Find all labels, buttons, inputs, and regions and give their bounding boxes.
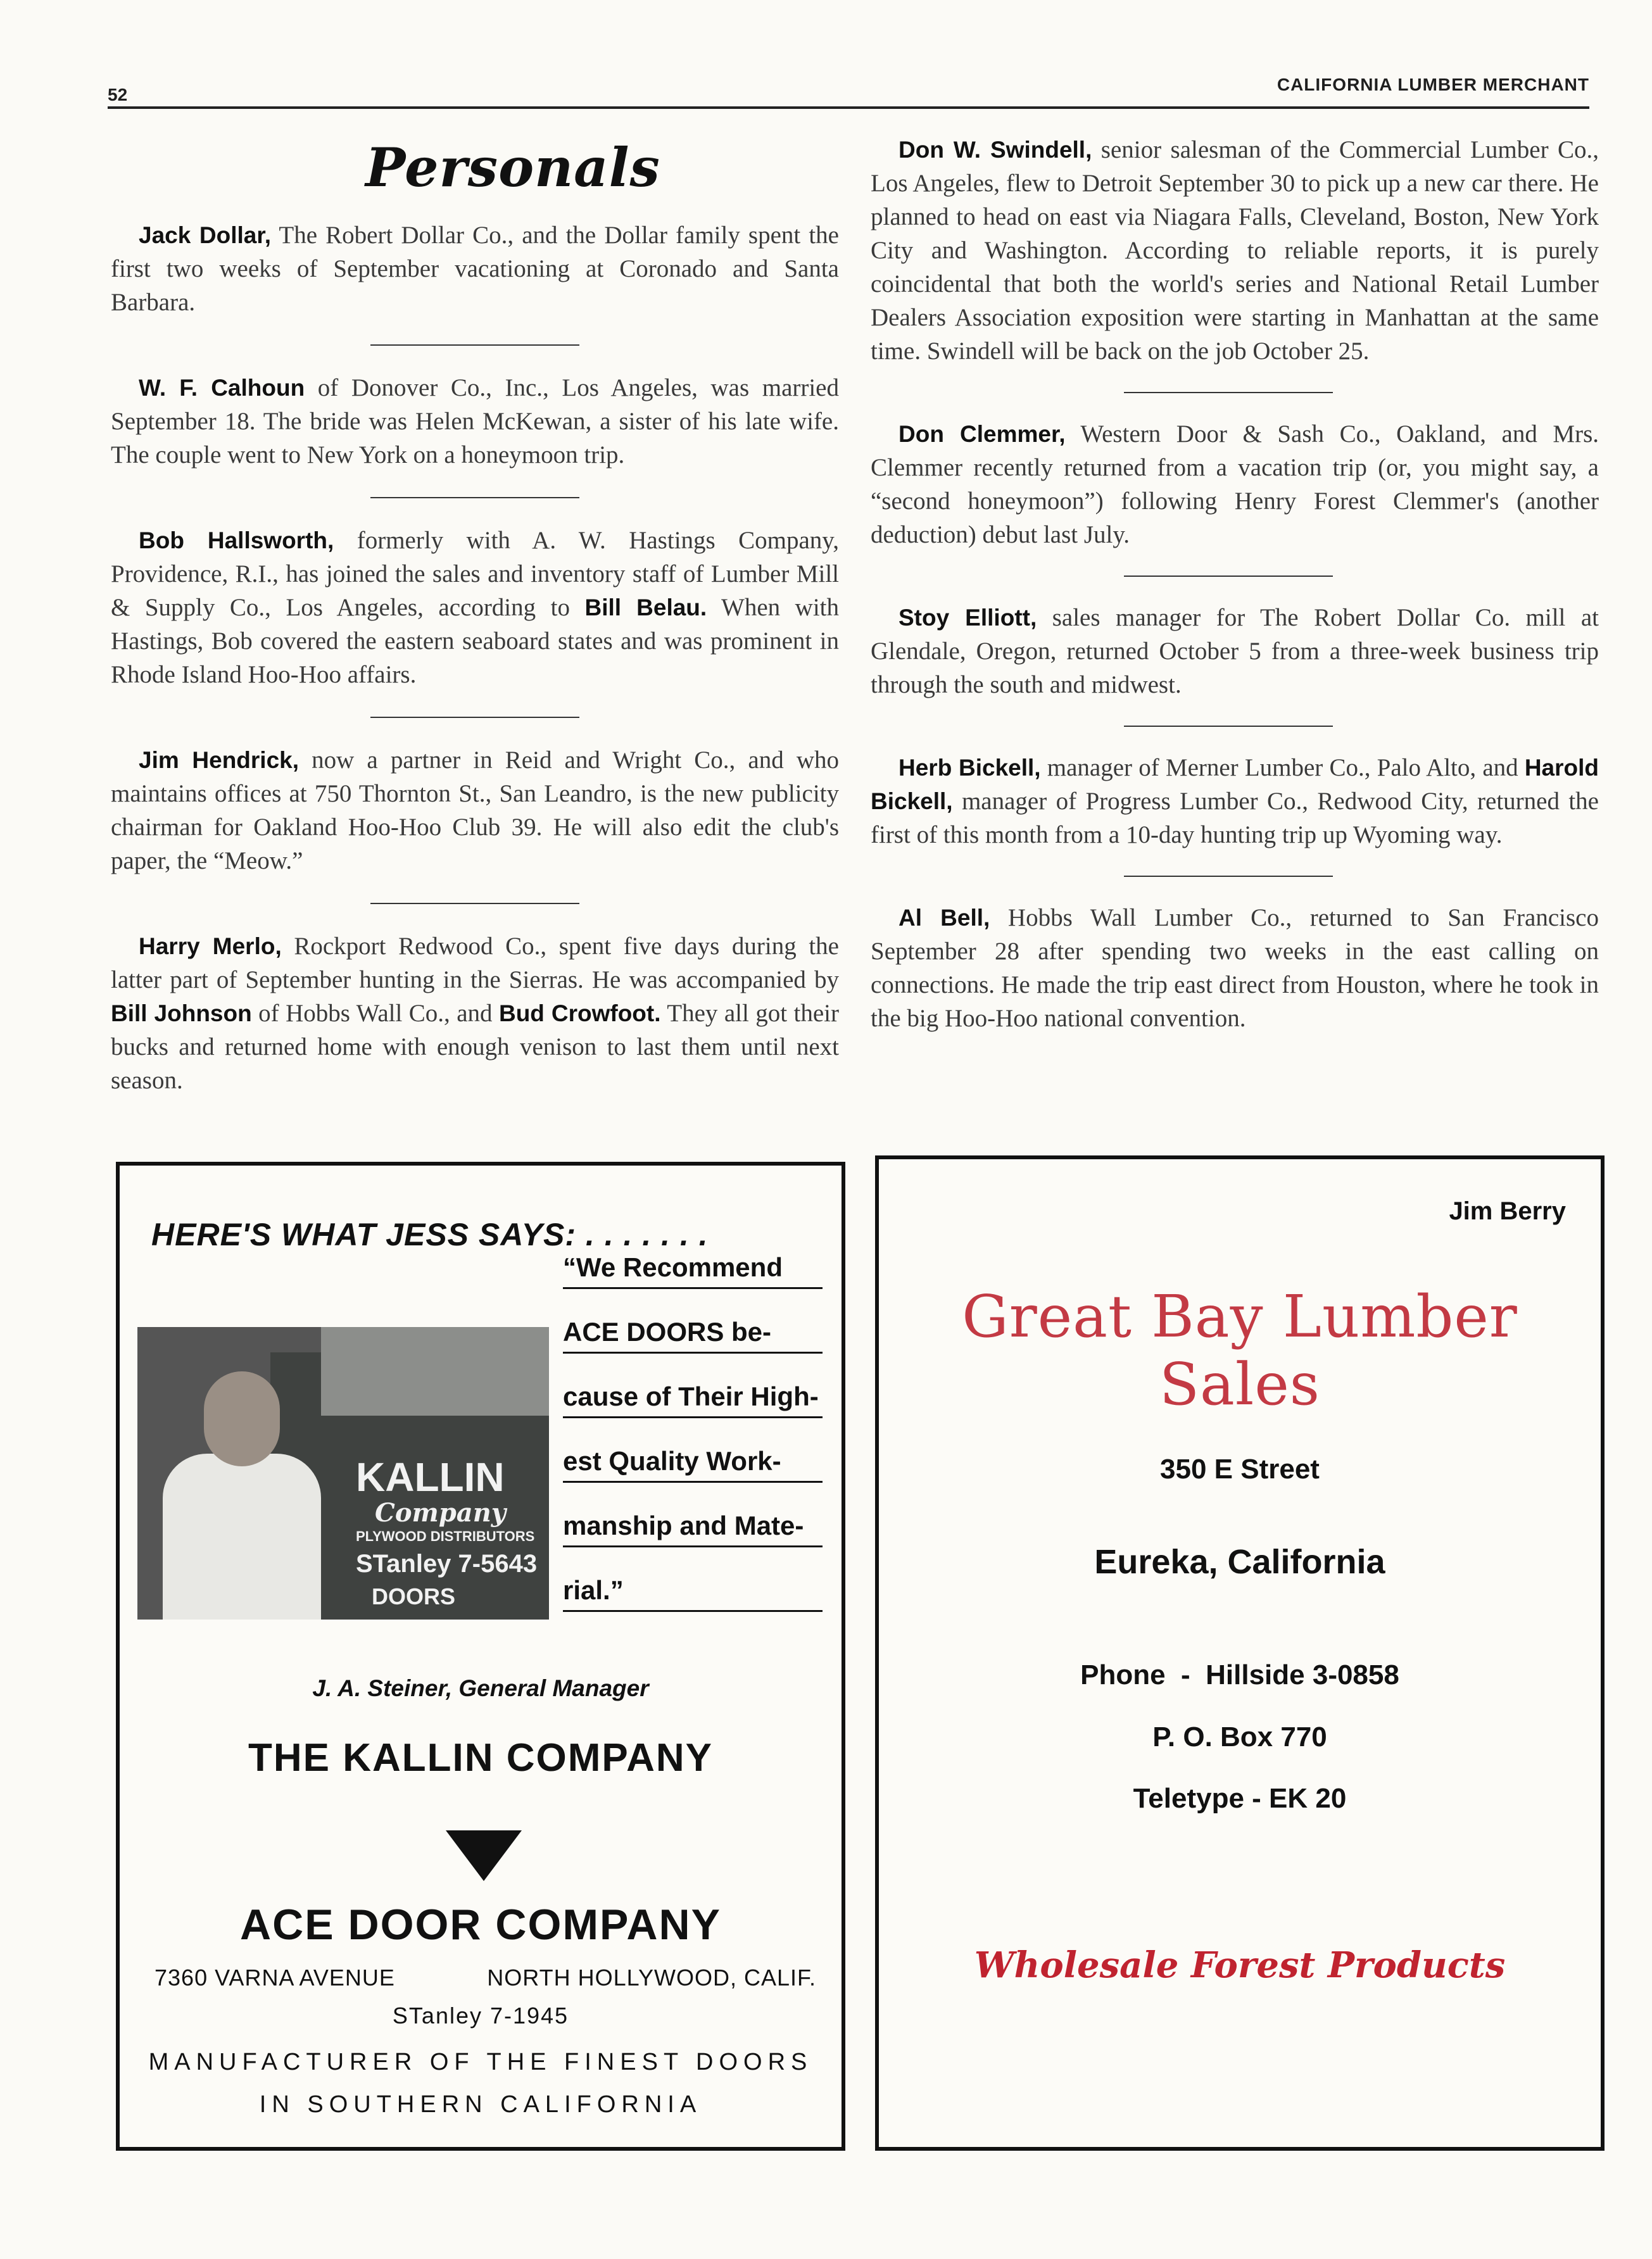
- personal-item: [111, 218, 839, 319]
- item-text: of Hobbs Wall Co., and: [251, 1000, 499, 1027]
- quote-line: manship and Mate-: [563, 1506, 823, 1547]
- personal-item: [111, 743, 839, 878]
- person-name: Bill Belau.: [584, 595, 707, 620]
- item-text: senior salesman of the Commercial Lumber Co., Los Angeles, flew to Detroit September 30 to pick up a new car there. He planned to head on east via Niagara Falls, Cleveland, Boston, New York City and Washington. According to reliable reports, it is purely coincidental that both the world's series and National Retail Lumber Dealers Association exposition were starting in Manhattan at the same time. Swindell will be back on the job October 25.: [871, 136, 1599, 365]
- divider: [370, 717, 579, 718]
- divider: [370, 344, 579, 346]
- divider: [1124, 392, 1333, 393]
- item-text: The Robert Dollar Co., and the Dollar family spent the first two weeks of September vacationing at Coronado and Santa Barbara.: [111, 222, 839, 316]
- person-name: Bud Crowfoot.: [498, 1000, 661, 1026]
- personal-item: [871, 901, 1599, 1035]
- truck-photo: [137, 1327, 549, 1620]
- city-address: NORTH HOLLYWOOD, CALIF.: [487, 1965, 816, 1991]
- personal-item: [871, 133, 1599, 368]
- divider: [370, 903, 579, 904]
- quote-line: rial.”: [563, 1571, 823, 1612]
- person-name: Don Clemmer,: [899, 421, 1066, 447]
- item-text: manager of Progress Lumber Co., Redwood City, returned the first of this month from a 10-day hunting trip up Wyoming way.: [871, 788, 1599, 848]
- great-bay-company-name: Great Bay Lumber Sales: [962, 1283, 1518, 1418]
- item-text: Western Door & Sash Co., Oakland, and Mrs. Clemmer recently returned from a vacation trip (or, you might say, a “second honeymoon”) following Henry Forest Clemmer's (another deduction) debut last July.: [871, 420, 1599, 548]
- quote-line: est Quality Work-: [563, 1442, 823, 1483]
- personal-item: [111, 371, 839, 472]
- person-name: Bill Johnson: [111, 1000, 252, 1026]
- street-address: 350 E Street: [1160, 1454, 1320, 1485]
- man-shirt: [163, 1454, 321, 1620]
- man-head: [204, 1371, 280, 1466]
- person-name: Bob Hallsworth,: [139, 527, 334, 553]
- section-title: Personals: [365, 136, 660, 199]
- quote-line: ACE DOORS be-: [563, 1312, 823, 1354]
- item-text: now a partner in Reid and Wright Co., and who maintains offices at 750 Thornton St., San Leandro, is the new publicity chairman for Oakland Hoo-Hoo Club 39. He will also edit the club's paper, the “Meow.”: [111, 746, 839, 874]
- person-name: Don W. Swindell,: [899, 137, 1092, 163]
- tagline-line-2: IN SOUTHERN CALIFORNIA: [259, 2091, 702, 2118]
- phone-number: STanley 7-1945: [392, 2003, 569, 2029]
- divider: [1124, 576, 1333, 577]
- person-name: Jim Hendrick,: [139, 747, 300, 773]
- street-address: 7360 VARNA AVENUE: [154, 1965, 395, 1991]
- door-text-doors: DOORS: [372, 1583, 456, 1609]
- ad-heading: HERE'S WHAT JESS SAYS: . . . . . . .: [151, 1217, 709, 1252]
- person-name: Jack Dollar,: [139, 222, 272, 248]
- ad-tagline: Wholesale Forest Products: [974, 1944, 1506, 1986]
- phone-line: Phone - Hillside 3-0858: [1080, 1659, 1399, 1690]
- item-text: sales manager for The Robert Dollar Co. mill at Glendale, Oregon, returned October 5 from a three-week business trip through the south and midwest.: [871, 604, 1599, 698]
- personal-item: [111, 524, 839, 691]
- divider: [1124, 726, 1333, 727]
- ace-door-company-name: ACE DOOR COMPANY: [240, 1901, 721, 1949]
- down-arrow-icon: [446, 1830, 522, 1884]
- divider: [1124, 876, 1333, 877]
- left-column: [111, 218, 839, 1097]
- item-text: Hobbs Wall Lumber Co., returned to San Francisco September 28 after spending two weeks in the east calling on connections. He made the trip east direct from Houston, where he took in the big Hoo-Hoo national convention.: [871, 904, 1599, 1032]
- city-line: Eureka, California: [1094, 1543, 1385, 1581]
- teletype-line: Teletype - EK 20: [1133, 1783, 1347, 1814]
- item-text: They all got their bucks and returned home with enough venison to last them until next season.: [111, 1000, 840, 1094]
- door-text-company: Company: [375, 1498, 507, 1528]
- door-text-plywood: PLYWOOD DISTRIBUTORS: [356, 1528, 535, 1544]
- person-name: Al Bell,: [899, 905, 990, 931]
- page-number: 52: [108, 85, 128, 104]
- person-name: Herb Bickell,: [899, 755, 1041, 781]
- magazine-title: CALIFORNIA LUMBER MERCHANT: [1277, 75, 1589, 94]
- great-bay-ad: [875, 1155, 1605, 2151]
- item-text: manager of Merner Lumber Co., Palo Alto, and: [1040, 754, 1525, 781]
- item-text: of Donover Co., Inc., Los Angeles, was married September 18. The bride was Helen McKewan, a sister of his late wife. The couple went to New York on a honeymoon trip.: [111, 374, 839, 469]
- page-header: [108, 75, 1589, 109]
- kallin-company-name: THE KALLIN COMPANY: [248, 1736, 714, 1780]
- person-name: Harold Bickell,: [871, 755, 1599, 814]
- tagline-line-1: MANUFACTURER OF THE FINEST DOORS: [148, 2049, 813, 2075]
- person-name: Harry Merlo,: [139, 933, 282, 959]
- personal-item: [111, 929, 839, 1097]
- signer-line: J. A. Steiner, General Manager: [312, 1675, 649, 1701]
- po-box-line: P. O. Box 770: [1152, 1721, 1327, 1752]
- quote-line: “We Recommend: [563, 1248, 823, 1289]
- door-text-kallin: KALLIN: [356, 1454, 505, 1500]
- personal-item: [871, 417, 1599, 551]
- personal-item: [871, 751, 1599, 852]
- divider: [370, 497, 579, 498]
- person-name: Stoy Elliott,: [899, 605, 1037, 631]
- personal-item: [871, 601, 1599, 702]
- truck-window: [321, 1327, 549, 1416]
- kallin-ad: [116, 1162, 845, 2151]
- item-text: formerly with A. W. Hastings Company, Providence, R.I., has joined the sales and inventory staff of Lumber Mill & Supply Co., Los Angeles, according to: [111, 527, 839, 621]
- item-text: Rockport Redwood Co., spent five days during the latter part of September hunting in the Sierras. He was accompanied by: [111, 933, 839, 993]
- right-column: [871, 133, 1599, 1035]
- person-name: W. F. Calhoun: [139, 375, 305, 401]
- door-text-phone: STanley 7-5643: [356, 1550, 538, 1578]
- item-text: When with Hastings, Bob covered the eastern seaboard states and was prominent in Rhode Island Hoo-Hoo affairs.: [111, 594, 839, 688]
- quote-line: cause of Their High-: [563, 1377, 823, 1418]
- contact-name: Jim Berry: [1449, 1197, 1566, 1225]
